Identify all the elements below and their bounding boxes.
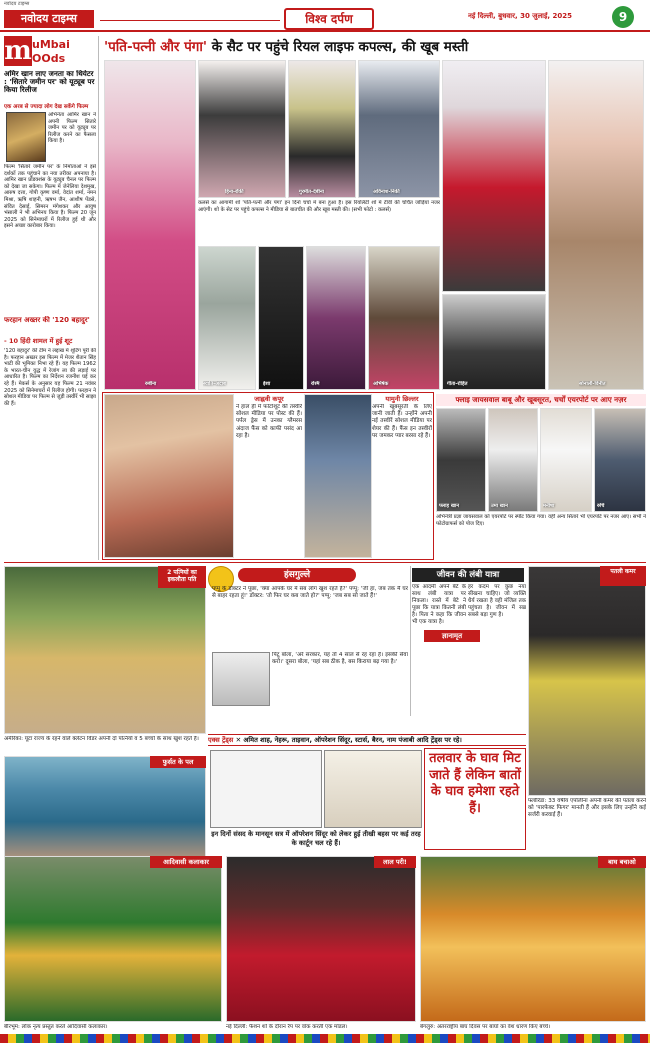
photo-caption: स्वाति-अदाब <box>203 381 226 387</box>
family-caption: अमेरिका: यूटा राज्य के रहने वाले क्लेटन विंडर अपनी दो पत्नियों व 5 बच्चों के साथ खुश रहते हैं। <box>4 736 199 742</box>
photo-caption: गुरमीत-देबीना <box>299 189 324 195</box>
photo-caption: रुचि <box>597 503 605 509</box>
photo-abhishek <box>368 246 440 390</box>
quote-box: तलवार के घाव मिट जाते हैं लेकिन बातों के घाव हमेशा रहते हैं। <box>424 748 526 850</box>
photo-airport-3 <box>540 408 592 512</box>
footer-stripe <box>0 1034 650 1043</box>
trending-label: एक्स ट्रेंड्स <box>208 736 234 744</box>
photo-tribal-artists <box>4 856 222 1022</box>
red-fairy-caption: नई दिल्ली: फैशन शो के दौरान रैंप पर वॉक करती एक मॉडल। <box>226 1024 348 1030</box>
photo-swati-adab <box>198 246 256 390</box>
brand-letter: m <box>4 36 32 66</box>
cartoon-kid-illustration <box>212 652 270 706</box>
left-headline-3: - 10 हिंदी शामल में हुई शूट <box>4 337 73 345</box>
photo-story-caption: कलर्स का आगामी शो 'पति-पत्नी और पंगा' इन दिनों चर्चा में बना हुआ है। इस रियलिटी शो में टीवी की चर्चित जोड़ियां नजर आएंगी। शो के सेट पर पहुंचे कपल्स ने मीडिया से बातचीत की और खूब मस्ती की। (सभी फोटो : कलर्स) <box>198 200 440 213</box>
photo-caption: रश्मि <box>311 381 320 387</box>
photo-caption: रुबीना <box>145 381 157 387</box>
photo-red-gown-model <box>226 856 416 1022</box>
photo-avinash-nikki <box>358 60 440 198</box>
page-number: 9 <box>612 6 634 28</box>
jeevan-body-2: हर कदम पर कुछ नया सीखना चाहिए। जो व्यक्ति धैर्य रखता है वही मंजिल तक पहुंचता है। जीवन में सब्र सबसे बड़ा गुण है। <box>468 584 526 618</box>
left-body-1b: फिल्म 'सितारे जमीन पर' के निर्माताओं ने इसे दर्शकों तक पहुंचाने का नया तरीका अपनाया है। आमिर खान प्रोडक्शंस के यूट्यूब चैनल पर फिल्म को देखा जा सकेगा। फिल्म में जेनेलिया देशमुख, आरुष दत्ता, गोपी कृष्ण वर्मा, वेदांत शर्मा, नमन मिश्रा, ऋषि शाहनी, ऋषभ जैन, आशीष पेंडसे, संवित देसाई, सिमरन मंगेशकर और आयुष भंसाली ने भी अभिनय किया है। फिल्म 20 जून 2025 को सिनेमाघरों में रिलीज हुई थी और इसने अच्छा कारोबार किया। <box>4 164 96 230</box>
yamuni-body: अपनी खूबसूरती के लिए जानी जाती हैं। उन्होंने अपनी नई तस्वीरें सोशल मीडिया पर शेयर की हैं। फैंस इन तस्वीरों पर जमकर प्यार बरसा रहे हैं। <box>372 404 432 439</box>
dateline: नई दिल्ली, बुधवार, 30 जुलाई, 2025 <box>468 12 573 20</box>
brand-word-1: uMbai <box>32 38 70 51</box>
janhvi-heading: जाह्नवी कपूर <box>254 395 284 403</box>
photo-airport-2 <box>488 408 538 512</box>
photo-caption: ईशा <box>263 381 271 387</box>
photo-caption: अभिषेक <box>373 381 389 387</box>
photo-isha <box>258 246 304 390</box>
slim-waist-caption: फ्लोरिडा: 33 वर्षीय एपोलीना अपनी कमर की पतला करने को 'पारफेक्ट फिगर' मानती हैं और इसके लिए उन्होंने कई सर्जरी करवाई हैं। <box>528 798 646 818</box>
trending-items: अमित शाह, नेहरू, ताइवान, ऑपरेशन सिंदूर, स्टार्स, बैरन, नाम पंजाबी आदि ट्रेंड्स पर रहे। <box>243 736 462 744</box>
photo-yamuni <box>304 394 372 558</box>
left-body-1: अभिनेता आमिर खान ने अपनी फिल्म सितारे जमीन पर को यूट्यूब पर रिलीज करने का फैसला किया है। <box>48 112 96 145</box>
hasgulle-heading: हंसगुल्ले <box>238 568 356 582</box>
family-badge: 2 पत्नियों का इकलौता पति <box>158 566 206 588</box>
photo-rubina <box>104 60 196 390</box>
band-divider <box>4 562 646 563</box>
jeevan-body-1: एक आदमी अपने बेटे के साथ लंबी यात्रा पर निकला। रास्ते में बेटे ने पूछा कि यात्रा कितनी लंबी है। पिता ने कहा कि जीवन भी एक यात्रा है। <box>412 584 466 625</box>
photo-family <box>4 566 206 734</box>
photo-slim-waist <box>528 566 646 796</box>
brand-word-2: OOds <box>32 52 66 65</box>
main-headline <box>104 38 644 58</box>
x-icon: ✕ <box>235 736 244 744</box>
red-fairy-badge: लाल परी! <box>374 856 416 868</box>
photo-geeta-rohit <box>442 294 546 390</box>
tiger-caption: बेंगलुरु: अंतरराष्ट्रीय बाघ दिवस पर बाघों का वेश धारण किए बच्चे। <box>420 1024 551 1030</box>
photo-caption: मनीषा <box>543 503 555 509</box>
photo-airport-1 <box>436 408 486 512</box>
hasgulle-body: पप्पू के डॉक्टर ने पूछा, 'क्या आपके घर में सब लोग खुश रहते हैं?' पप्पू: 'जी हां, जब तक मैं घर से बाहर रहता हूं!' डॉक्टर: 'तो फिर घर कब जाते हो?' पप्पू: 'जब सब सो जाते हैं!' <box>212 586 408 600</box>
paper-name: नवोदय टाइम्स <box>4 10 94 28</box>
tribal-badge: आदिवासी कलाकार <box>150 856 222 868</box>
photo-caption: हिना-रॉकी <box>225 189 244 195</box>
left-body-2: '120 बहादुर' की टीम ने लद्दाख में शूटिंग पूरी की है। फरहान अख्तर इस फिल्म में मेजर शैतान सिंह भाटी की भूमिका निभा रहे हैं। यह फिल्म 1962 के भारत-चीन युद्ध में रेजांग ला की लड़ाई पर आधारित है। फिल्म का निर्देशन रजनीश घई कर रहे हैं। मेकर्स के अनुसार यह फिल्म 21 नवंबर 2025 को सिनेमाघरों में रिलीज होगी। फरहान ने सोशल मीडिया पर फिल्म से जुड़ी तस्वीरें भी साझा की हैं। <box>4 348 96 407</box>
gyanamrit-badge: ज्ञानामृत <box>424 630 480 642</box>
photo-caption: फ्लाह खान <box>439 503 459 509</box>
hasgulle-body-2: पिंटू बोला, 'अरे सरकार, यह तो 4 साल से रह रहा है। इसकी सेवा करो।' दूसरा बोला, 'यहां सब ठीक है, बस किराया बढ़ गया है।' <box>272 652 408 666</box>
photo-janhvi <box>104 394 234 558</box>
section-title: विश्व दर्पण <box>284 8 374 30</box>
janhvi-body: ने हाल ही में फोटोशूट की तस्वीरें सोशल मीडिया पर पोस्ट की हैं। पर्पल ड्रेस में उनका ग्लैमरस अंदाज फैंस को काफी पसंद आ रहा है। <box>236 404 302 439</box>
yamuni-heading: यामुनी छिल्लर <box>385 395 419 403</box>
political-cartoon-1 <box>210 750 322 828</box>
photo-airport-4 <box>594 408 646 512</box>
photo-sonali <box>548 60 644 390</box>
jeevan-heading: जीवन की लंबी यात्रा <box>412 568 524 582</box>
photo-tiger-kids <box>420 856 646 1022</box>
airport-caption: अभिनेत्री प्रज्ञा जायसवाल को एयरपोर्ट पर स्पॉट किया गया। वहीं अन्य सितारे भी एयरपोर्ट पर नजर आए। सभी ने फोटोग्राफर्स को पोज दिए। <box>436 514 646 527</box>
fursat-badge: फुर्सत के पल <box>150 756 206 768</box>
photo-caption: गीता-रोहित <box>447 381 468 387</box>
top-note: नवोदय टाइम्स <box>4 1 30 7</box>
photo-beach-woman <box>4 756 206 866</box>
photo-caption: उमा खान <box>491 503 508 509</box>
cartoon-caption: इन दिनों संसद के मानसून सत्र में ऑपरेशन सिंदूर को लेकर हुई तीखी बहस पर कई तरह के कार्टून चल रहे हैं। <box>211 830 421 847</box>
photo-caption: अविनाश-निकी <box>373 189 400 195</box>
left-headline-1: अमिर खान लाए जनता का थियेटर : 'सितारे जमीन पर' को यूट्यूब पर किया रिलीज <box>4 70 95 94</box>
photo-red-gown-couple <box>442 60 546 292</box>
photo-hina-rocky <box>198 60 286 198</box>
save-tiger-badge: बाघ बचाओ <box>598 856 646 868</box>
left-headline-2: फरहान अख्तर की '120 बहादुर' <box>4 316 90 324</box>
column-divider <box>98 36 99 560</box>
trending-bar <box>208 734 526 746</box>
left-subhead-1: एक अरब से ज्यादा लोग देख सकेंगे फिल्म <box>4 104 89 110</box>
header-rule <box>100 20 280 21</box>
photo-caption: सोनाली-विनीत <box>579 381 606 387</box>
main-headline-highlight: 'पति-पत्नी और पंगा' <box>104 39 208 55</box>
photo-rashmi <box>306 246 366 390</box>
aamir-poster-photo <box>6 112 46 162</box>
column-divider <box>410 566 411 716</box>
main-headline-rest: के सैट पर पहुंचे रियल लाइफ कपल्स, की खूब मस्ती <box>207 39 469 55</box>
tribal-caption: बीरभूम: लोक नृत्य प्रस्तुत करते आदिवासी कलाकार। <box>4 1024 108 1030</box>
airport-heading: फ्लाइ जायसवाल बाबू और खूबसूरत, चर्चों एयरपोर्ट पर आए नज़र <box>436 394 646 406</box>
photo-couple-2 <box>288 60 356 198</box>
political-cartoon-2 <box>324 750 422 828</box>
slim-waist-badge: पतली कमर <box>600 566 646 586</box>
